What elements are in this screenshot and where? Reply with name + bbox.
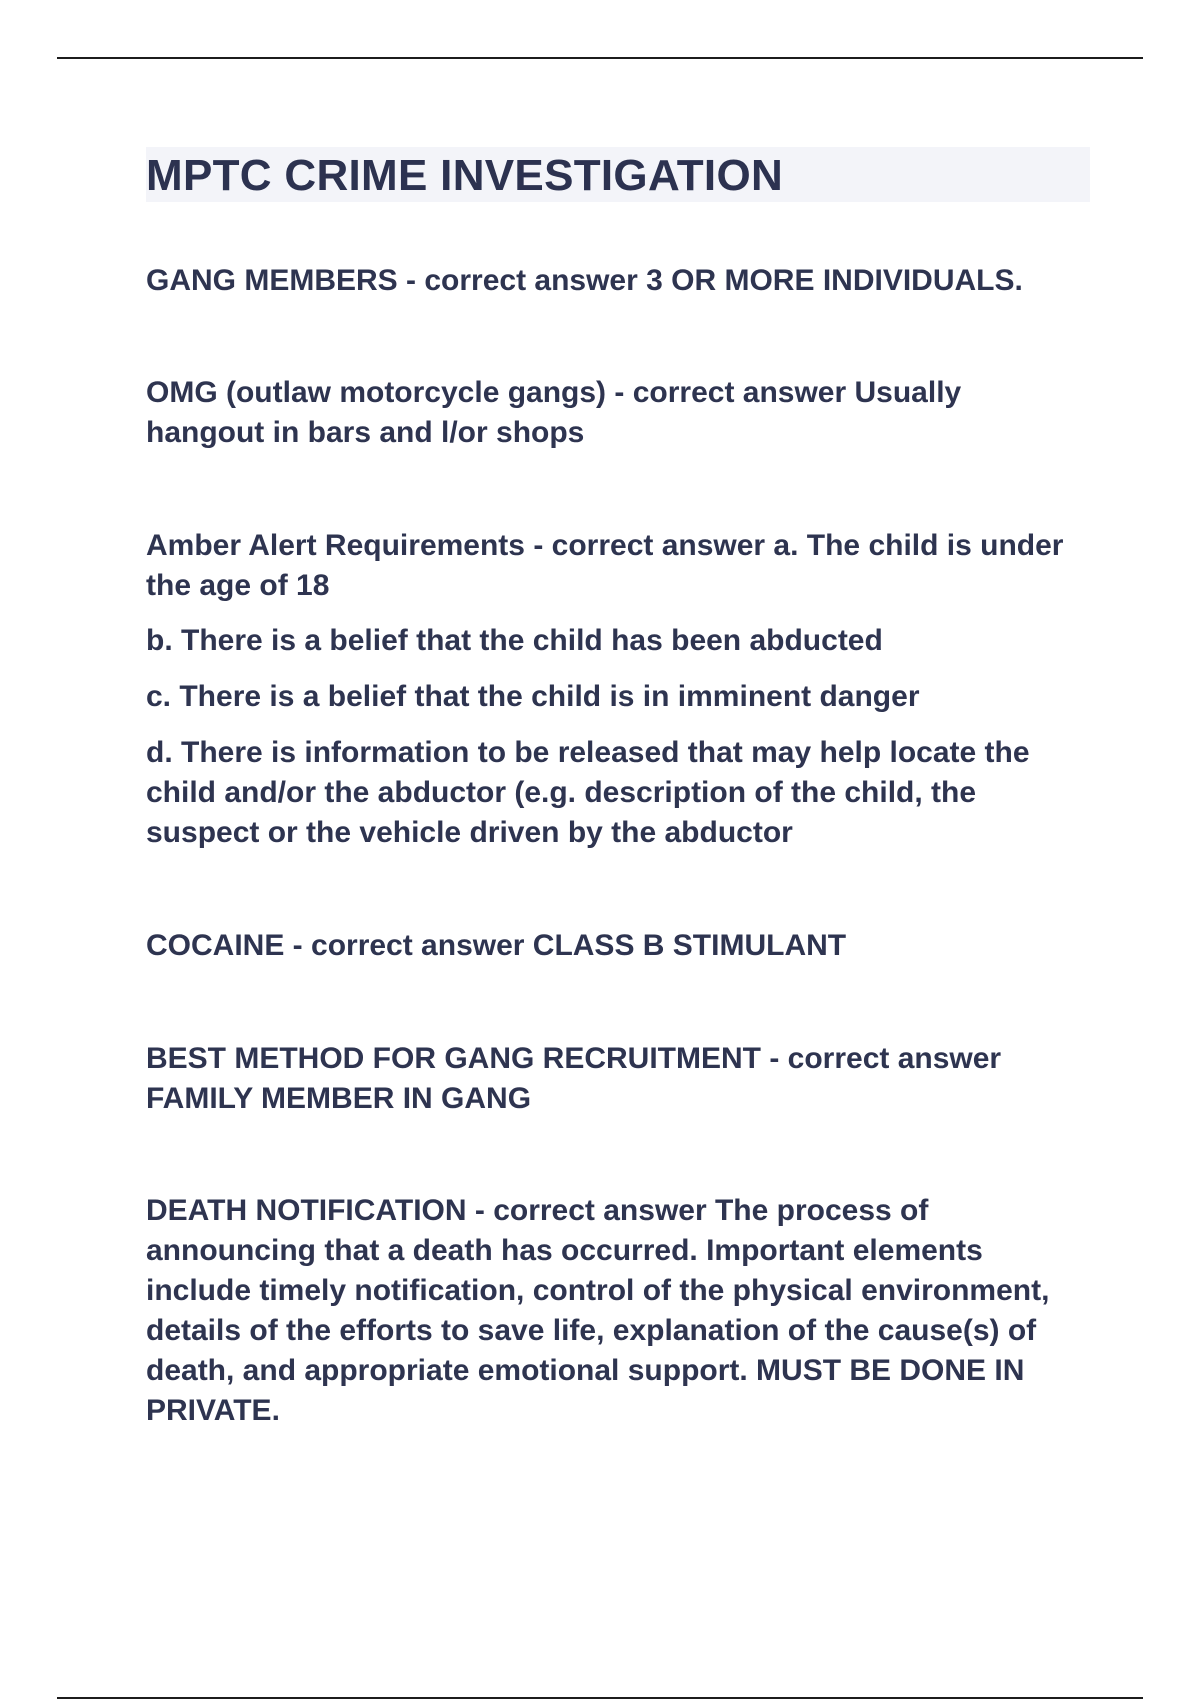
card-gang-members [146,261,1090,301]
card-answer: The process of announcing that a death has occurred. Important elements include timely notification, control of the physical environment, details of the efforts to save life, explanation of the cause(s) of death, and appropriate emotional support. MUST BE DONE IN PRIVATE. [146,1194,1050,1427]
card-term: OMG (outlaw motorcycle gangs) [146,376,607,409]
card-separator: - correct answer [397,264,647,297]
title-bar [146,147,1090,202]
card-answer: FAMILY MEMBER IN GANG [146,1082,532,1115]
card-text [146,1039,1090,1119]
card-answer: 3 OR MORE INDIVIDUALS. [646,264,1023,297]
top-rule [57,57,1143,59]
card-term: Amber Alert Requirements [146,529,525,562]
card-term: BEST METHOD FOR GANG RECRUITMENT [146,1042,761,1075]
card-text [146,926,1090,966]
amber-alert-item-b: b. There is a belief that the child has been abducted [146,624,883,657]
amber-alert-item-c: c. There is a belief that the child is in imminent danger [146,680,920,713]
card-term: GANG MEMBERS [146,264,398,297]
card-term: COCAINE [146,929,285,962]
card-death-notification [146,1191,1090,1431]
card-answer: a. The child is under the age of 18 [146,529,1064,602]
document-body [146,147,1090,1431]
card-term: DEATH NOTIFICATION [146,1194,467,1227]
card-answer: Usually hangout in bars and l/or shops [146,376,962,449]
card-text [146,526,1066,606]
document-title: MPTC CRIME INVESTIGATION [146,150,784,200]
card-text [146,1191,1090,1431]
card-separator: - correct answer [524,529,774,562]
card-answer: CLASS B STIMULANT [532,929,847,962]
amber-alert-item-d: d. There is information to be released that may help locate the child and/or the abductor (e.g. description of the child, the suspect or the vehicle driven by the abductor [146,736,1030,849]
card-text [146,261,1090,301]
card-cocaine [146,926,1090,966]
card-omg [146,373,1090,453]
card-separator: - correct answer [466,1194,715,1227]
bottom-rule [57,1697,1143,1699]
card-gang-recruitment [146,1039,1090,1119]
card-separator: - correct answer [284,929,533,962]
card-text [146,373,1046,453]
card-separator: - correct answer [606,376,855,409]
card-separator: - correct answer [761,1042,1002,1075]
card-amber-alert [146,526,1090,853]
